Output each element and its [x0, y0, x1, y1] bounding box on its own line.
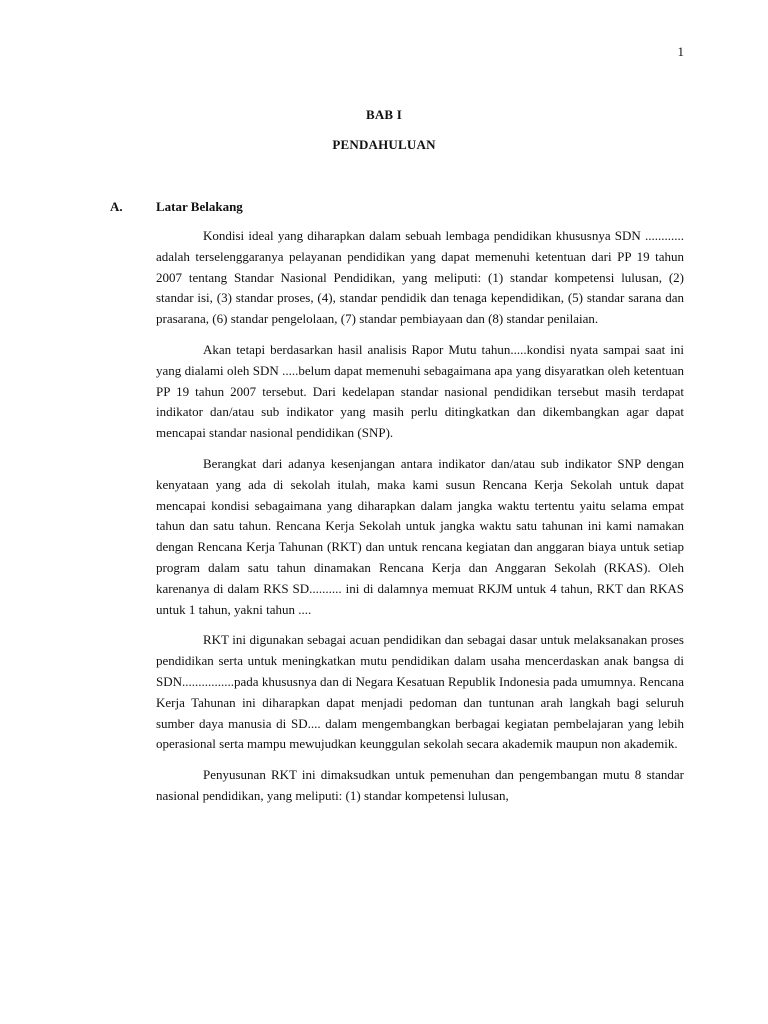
paragraph: RKT ini digunakan sebagai acuan pendidikan dan sebagai dasar untuk melaksanakan proses pendidikan serta untuk meningkatkan mutu pendidikan dalam usaha mencerdaskan anak bangsa di SDN................pada khususnya dan di Negara Kesatuan Republik Indonesia pada umumnya. Rencana Kerja Tahunan ini diharapkan dapat menjadi pedoman dan tuntunan arah langkah bagi seluruh sumber daya manusia di SD.... dalam mengembangkan berbagai kegiatan pembelajaran yang lebih operasional serta mampu mewujudkan keunggulan sekolah secara akademik maupun non akademik. [156, 632, 684, 752]
section-title: Latar Belakang [156, 199, 243, 214]
page-number: 1 [677, 44, 684, 59]
chapter-title: BAB I [365, 107, 403, 122]
paragraph: Penyusunan RKT ini dimaksudkan untuk pemenuhan dan pengembangan mutu 8 standar nasional pendidikan, yang meliputi: (1) standar kompetensi lulusan, [156, 767, 684, 803]
paragraph: Berangkat dari adanya kesenjangan antara indikator dan/atau sub indikator SNP dengan kenyataan yang ada di sekolah itulah, maka kami susun Rencana Kerja Sekolah untuk dapat mencapai kondisi sebagaimana yang diharapkan dalam jangka waktu tertentu yaitu selama empat tahun dan satu tahun. Rencana Kerja Sekolah untuk jangka waktu satu tahunan ini kami namakan dengan Rencana Kerja Tahunan (RKT) dan untuk rencana kegiatan dan anggaran biaya untuk setiap program dalam satu tahun dinamakan Rencana Kerja dan Anggaran Sekolah (RKAS). Oleh karenanya di dalam RKS SD.......... ini di dalamnya memuat RKJM untuk 4 tahun, RKT dan RKAS untuk 1 tahun, yakni tahun .... [156, 455, 684, 617]
paragraph: Akan tetapi berdasarkan hasil analisis Rapor Mutu tahun.....kondisi nyata sampai saat ini yang dialami oleh SDN .....belum dapat memenuhi sebagaimana apa yang disyaratkan oleh ketentuan PP 19 tahun 2007 tersebut. Dari kedelapan standar nasional pendidikan tersebut masih terdapat indikator dan/atau sub indikator yang masih perlu ditingkatkan dan dikembangkan agar dapat mencapai standar nasional pendidikan (SNP). [156, 341, 684, 441]
chapter-subtitle: PENDAHULUAN [332, 137, 436, 152]
section-heading [110, 199, 243, 215]
body-text [156, 226, 684, 817]
paragraph: Kondisi ideal yang diharapkan dalam sebuah lembaga pendidikan khususnya SDN ............ adalah terselenggaranya pelayanan pendidikan yang dapat memenuhi ketentuan dari PP 19 tahun 2007 tentang Standar Nasional Pendidikan, yang meliputi: (1) standar kompetensi lulusan, (2) standar isi, (3) standar proses, (4), standar pendidik dan tenaga kependidikan, (5) standar sarana dan prasarana, (6) standar pengelolaan, (7) standar pembiayaan dan (8) standar penilaian. [156, 228, 684, 327]
section-letter: A. [110, 199, 123, 214]
